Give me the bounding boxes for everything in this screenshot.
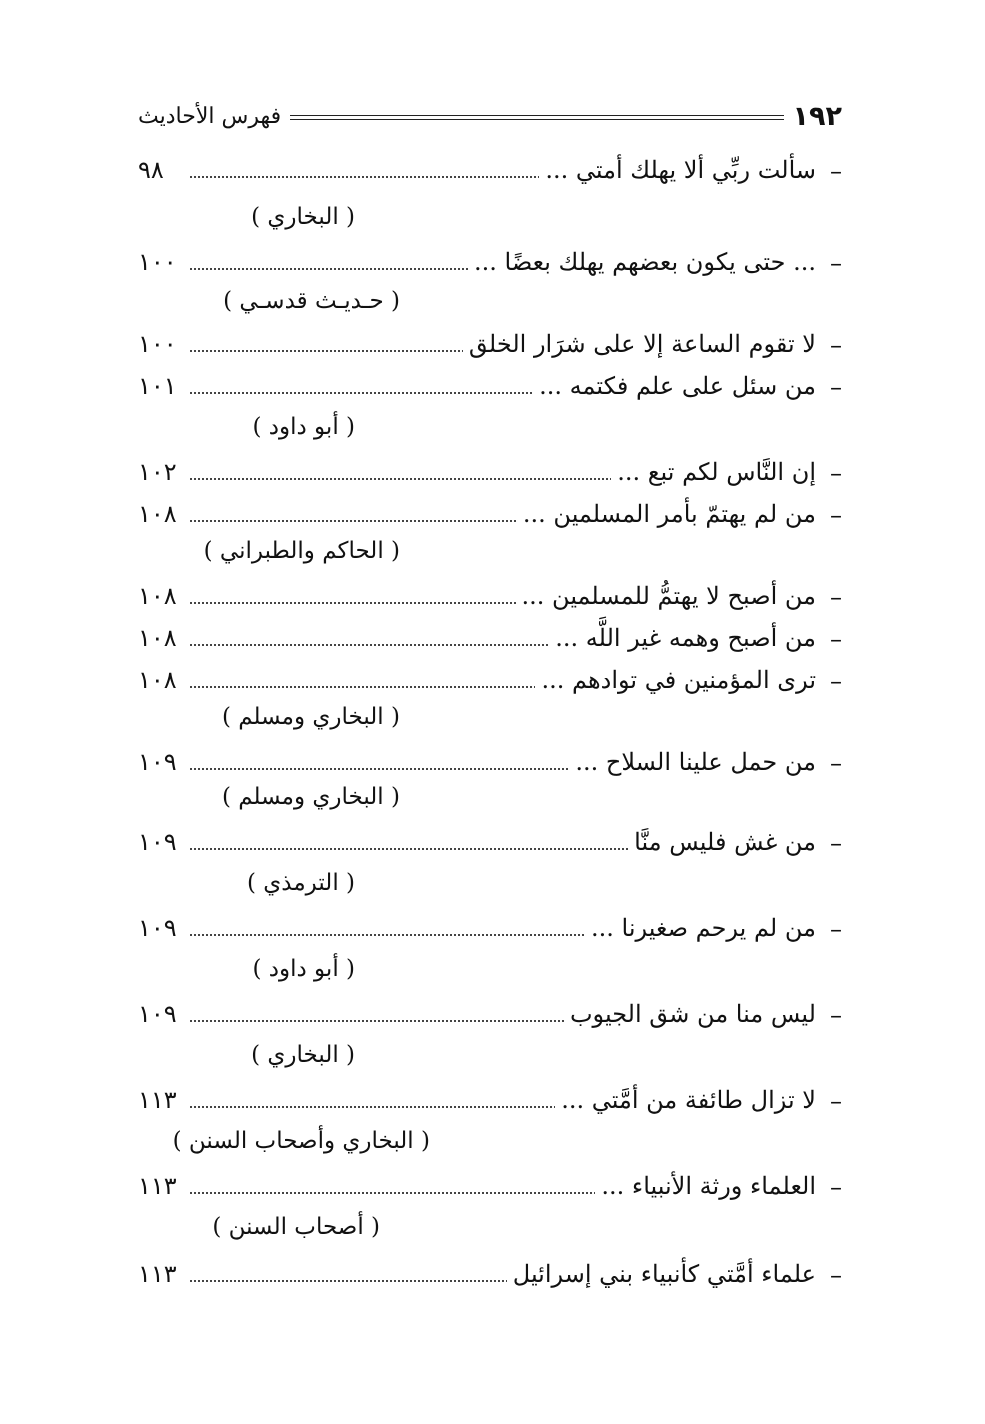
index-entry	[138, 1254, 842, 1298]
index-entry	[138, 822, 842, 866]
entry-page-number: ١٠٢	[138, 456, 182, 488]
hadith-text: من أصبح وهمه غير اللَّه ...	[549, 622, 816, 654]
hadith-text: من لم يرحم صغيرنا ...	[585, 912, 816, 944]
index-entry	[138, 618, 842, 662]
entry-page-number: ١١٣	[138, 1170, 182, 1202]
entry-page-number: ١٠٩	[138, 998, 182, 1030]
entry-dash: –	[830, 501, 842, 529]
hadith-source: ( أصحاب السنن )	[212, 1214, 380, 1240]
index-entry	[138, 494, 842, 538]
index-entry	[138, 150, 842, 194]
index-entry	[138, 908, 842, 952]
entry-dash: –	[830, 829, 842, 857]
hadith-source: ( أبو داود )	[252, 414, 355, 440]
hadith-source: ( أبو داود )	[252, 956, 355, 982]
hadith-text: علماء أمَّتي كأنبياء بني إسرائيل	[507, 1258, 816, 1290]
entry-dash: –	[830, 915, 842, 943]
entry-page-number: ١١٣	[138, 1084, 182, 1116]
entry-page-number: ١٠٩	[138, 912, 182, 944]
entry-dash: –	[830, 1261, 842, 1289]
hadith-source: ( الترمذي )	[247, 870, 355, 896]
entry-dash: –	[830, 667, 842, 695]
index-entry	[138, 994, 842, 1038]
entry-page-number: ١٠٨	[138, 622, 182, 654]
entry-page-number: ١٠٩	[138, 826, 182, 858]
entry-dash: –	[830, 331, 842, 359]
index-entry	[138, 1080, 842, 1124]
index-entry	[138, 324, 842, 368]
entry-dash: –	[830, 459, 842, 487]
entry-page-number: ١٠٨	[138, 498, 182, 530]
index-entry	[138, 366, 842, 410]
entry-dash: –	[830, 749, 842, 777]
entry-page-number: ١٠٠	[138, 328, 182, 360]
hadith-text: ... حتى يكون بعضهم يهلك بعضًا ...	[468, 246, 816, 278]
hadith-text: سألت ربِّي ألا يهلك أمتي ...	[539, 154, 816, 186]
entry-page-number: ١٠٨	[138, 664, 182, 696]
hadith-text: من حمل علينا السلاح ...	[569, 746, 816, 778]
page-header	[138, 98, 842, 138]
index-entry	[138, 742, 842, 786]
entry-dash: –	[830, 625, 842, 653]
entry-dash: –	[830, 1087, 842, 1115]
hadith-text: من لم يهتمّ بأمر المسلمين ...	[517, 498, 816, 530]
running-title: فهرس الأحاديث	[138, 104, 282, 129]
index-entry	[138, 1166, 842, 1210]
index-entry	[138, 242, 842, 286]
hadith-source: ( البخاري وأصحاب السنن )	[172, 1128, 430, 1154]
hadith-source: ( البخاري )	[251, 204, 355, 230]
entry-page-number: ١٠٠	[138, 246, 182, 278]
hadith-text: من سئل على علم فكتمه ...	[533, 370, 816, 402]
entry-dash: –	[830, 1173, 842, 1201]
hadith-text: لا تزال طائفة من أمَّتي ...	[555, 1084, 816, 1116]
hadith-text: من غش فليس منَّا	[628, 826, 816, 858]
entry-page-number: ١١٣	[138, 1258, 182, 1290]
hadith-text: ليس منا من شق الجيوب	[564, 998, 816, 1030]
entry-page-number: ١٠١	[138, 370, 182, 402]
entry-page-number: ١٠٨	[138, 580, 182, 612]
hadith-text: من أصبح لا يهتمُّ للمسلمين ...	[516, 580, 816, 612]
entry-page-number: ٩٨	[138, 154, 182, 186]
index-entry	[138, 452, 842, 496]
hadith-source: ( البخاري )	[251, 1042, 355, 1068]
hadith-text: ترى المؤمنين في توادهم ...	[535, 664, 816, 696]
header-rule	[290, 115, 784, 120]
entry-dash: –	[830, 1001, 842, 1029]
index-entry	[138, 576, 842, 620]
index-entry	[138, 660, 842, 704]
hadith-text: العلماء ورثة الأنبياء ...	[595, 1170, 816, 1202]
entry-dash: –	[830, 157, 842, 185]
hadith-source: ( البخاري ومسلم )	[221, 784, 400, 810]
page-number: ١٩٢	[792, 101, 842, 132]
hadith-source: ( البخاري ومسلم )	[221, 704, 400, 730]
hadith-source: ( حـديـث قدسـي )	[223, 288, 400, 314]
entry-dash: –	[830, 583, 842, 611]
hadith-source: ( الحاكم والطبراني )	[203, 538, 400, 564]
hadith-text: لا تقوم الساعة إلا على شرَار الخلق	[463, 328, 816, 360]
hadith-text: إن النَّاس لكم تبع ...	[611, 456, 816, 488]
entry-dash: –	[830, 373, 842, 401]
entry-dash: –	[830, 249, 842, 277]
entry-page-number: ١٠٩	[138, 746, 182, 778]
